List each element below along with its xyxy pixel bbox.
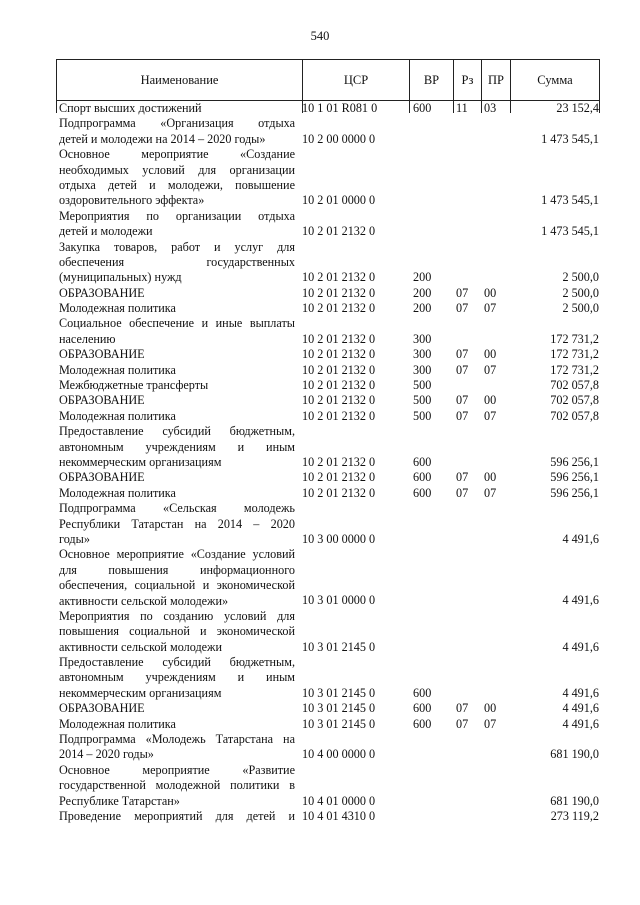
header-sum: Сумма [537, 72, 573, 87]
row-name [56, 347, 297, 362]
row-name-line: Проведение мероприятий для детей и [59, 808, 295, 823]
row-rz: 07 [456, 393, 469, 408]
row-name-line: Молодежная политика [59, 362, 176, 377]
row-csr: 10 2 01 2132 0 [302, 454, 376, 469]
row-name-line: Основное мероприятие «Создание условий [59, 547, 295, 562]
table-row [56, 363, 600, 378]
row-name-line: Спорт высших достижений [59, 101, 202, 115]
row-csr: 10 2 01 2132 0 [302, 347, 376, 362]
row-name-line: Молодежная политика [59, 485, 176, 500]
table-row [56, 378, 600, 393]
table-row [56, 486, 600, 501]
row-sum: 4 491,6 [562, 716, 599, 731]
row-sum: 273 119,2 [550, 808, 599, 823]
row-rz: 07 [456, 485, 469, 500]
row-name-line: (муниципальных) нужд [59, 270, 182, 285]
row-csr: 10 2 01 2132 0 [302, 393, 376, 408]
row-name-line: повышения социальной и экономической [59, 624, 295, 639]
row-name [56, 655, 297, 701]
row-pr: 07 [484, 485, 497, 500]
row-name-line: ОБРАЗОВАНИЕ [59, 470, 145, 485]
row-rz: 07 [456, 408, 469, 423]
row-csr: 10 2 01 2132 0 [302, 378, 376, 393]
row-csr: 10 3 01 2145 0 [302, 701, 376, 716]
row-name-line: ОБРАЗОВАНИЕ [59, 285, 145, 300]
table-row [56, 424, 600, 470]
row-name [56, 286, 297, 301]
row-name [56, 240, 297, 286]
table-row [56, 547, 600, 609]
row-name [56, 316, 297, 347]
row-name-line: оздоровительного эффекта» [59, 193, 205, 208]
row-name [56, 378, 297, 393]
row-name-line: некоммерческим организациям [59, 454, 222, 469]
header-rz: Рз [454, 60, 482, 100]
row-name [56, 609, 297, 655]
row-sum: 23 152,4 [556, 100, 599, 115]
row-name-line: отдыха детей и молодежи, повышение [59, 177, 295, 192]
row-csr: 10 4 01 4310 0 [302, 808, 376, 823]
table-row [56, 393, 600, 408]
row-vr: 300 [413, 362, 432, 377]
row-csr: 10 3 01 2145 0 [302, 716, 376, 731]
page-number: 540 [310, 29, 330, 43]
row-name [56, 470, 297, 485]
row-rz: 07 [456, 716, 469, 731]
row-sum: 702 057,8 [550, 393, 599, 408]
row-vr: 600 [413, 701, 432, 716]
header-name: Наименование [57, 60, 303, 100]
row-vr: 600 [413, 485, 432, 500]
row-sum: 596 256,1 [550, 485, 599, 500]
row-sum: 1 473 545,1 [541, 131, 599, 146]
row-pr: 00 [484, 347, 497, 362]
row-vr: 600 [413, 100, 432, 115]
table-row [56, 409, 600, 424]
row-name [56, 147, 297, 209]
row-sum: 681 190,0 [550, 747, 599, 762]
row-csr: 10 2 01 0000 0 [302, 193, 376, 208]
header-csr: ЦСР [303, 60, 410, 100]
row-vr: 300 [413, 331, 432, 346]
row-csr: 10 3 01 2145 0 [302, 639, 376, 654]
row-name-line: Межбюджетные трансферты [59, 378, 209, 393]
row-rz: 11 [456, 100, 468, 115]
row-sum: 2 500,0 [562, 270, 599, 285]
row-csr: 10 4 01 0000 0 [302, 793, 376, 808]
row-csr: 10 2 01 2132 0 [302, 485, 376, 500]
row-name-line: Основное мероприятие «Создание [59, 147, 295, 162]
row-csr: 10 4 00 0000 0 [302, 747, 376, 762]
row-sum: 172 731,2 [550, 362, 599, 377]
table-body [56, 101, 600, 824]
row-name-line: Мероприятия по созданию условий для [59, 608, 295, 623]
header-vr: ВР [410, 60, 454, 100]
table-row [56, 609, 600, 655]
row-csr: 10 2 00 0000 0 [302, 131, 376, 146]
row-name [56, 101, 297, 116]
row-sum: 4 491,6 [562, 701, 599, 716]
table-row [56, 316, 600, 347]
row-name-line: Закупка товаров, работ и услуг для [59, 239, 295, 254]
row-sum: 2 500,0 [562, 285, 599, 300]
row-vr: 300 [413, 347, 432, 362]
row-name [56, 732, 297, 763]
row-name [56, 301, 297, 316]
row-name [56, 116, 297, 147]
row-sum: 702 057,8 [550, 408, 599, 423]
row-rz: 07 [456, 470, 469, 485]
row-name-line: некоммерческим организациям [59, 685, 222, 700]
row-name-line: населению [59, 331, 116, 346]
row-csr: 10 2 01 2132 0 [302, 408, 376, 423]
row-csr: 10 3 01 0000 0 [302, 593, 376, 608]
table-row [56, 732, 600, 763]
row-vr: 200 [413, 270, 432, 285]
table-row [56, 763, 600, 809]
row-rz: 07 [456, 285, 469, 300]
row-vr: 500 [413, 408, 432, 423]
row-name-line: Молодежная политика [59, 716, 176, 731]
row-pr: 07 [484, 362, 497, 377]
row-name [56, 547, 297, 609]
table-row [56, 347, 600, 362]
table-row [56, 470, 600, 485]
row-name [56, 809, 297, 824]
row-name [56, 363, 297, 378]
row-name [56, 501, 297, 547]
row-csr: 10 2 01 2132 0 [302, 331, 376, 346]
row-vr: 600 [413, 716, 432, 731]
row-name-line: ОБРАЗОВАНИЕ [59, 347, 145, 362]
row-pr: 00 [484, 701, 497, 716]
row-name-line: ОБРАЗОВАНИЕ [59, 393, 145, 408]
row-vr: 500 [413, 393, 432, 408]
row-name-line: детей и молодежи [59, 224, 153, 239]
row-name-line: Предоставление субсидий бюджетным, [59, 655, 295, 670]
row-vr: 600 [413, 470, 432, 485]
row-name-line: ОБРАЗОВАНИЕ [59, 701, 145, 716]
row-pr: 00 [484, 470, 497, 485]
row-rz: 07 [456, 701, 469, 716]
row-name-line: 2014 – 2020 годы» [59, 747, 154, 762]
row-csr: 10 2 01 2132 0 [302, 270, 376, 285]
row-name-line: активности сельской молодежи [59, 639, 223, 654]
row-vr: 600 [413, 454, 432, 469]
table-row [56, 717, 600, 732]
row-sum: 596 256,1 [550, 454, 599, 469]
row-pr: 00 [484, 285, 497, 300]
row-name-line: автономным учреждениям и иным [59, 670, 295, 685]
table-header [56, 59, 600, 101]
row-csr: 10 2 01 2132 0 [302, 285, 376, 300]
row-name-line: детей и молодежи на 2014 – 2020 годы» [59, 131, 266, 146]
row-sum: 4 491,6 [562, 639, 599, 654]
row-name [56, 209, 297, 240]
row-name-line: обеспечения, социальной и экономической [59, 578, 295, 593]
row-pr: 07 [484, 408, 497, 423]
row-name-line: Подпрограмма «Молодежь Татарстана на [59, 732, 295, 747]
header-pr: ПР [482, 60, 511, 100]
row-sum: 2 500,0 [562, 301, 599, 316]
row-name-line: Молодежная политика [59, 301, 176, 316]
row-name [56, 409, 297, 424]
row-sum: 4 491,6 [562, 685, 599, 700]
row-sum: 4 491,6 [562, 531, 599, 546]
row-csr: 10 3 01 2145 0 [302, 685, 376, 700]
table-row [56, 240, 600, 286]
budget-table [56, 59, 600, 824]
row-csr: 10 2 01 2132 0 [302, 301, 376, 316]
row-name [56, 393, 297, 408]
row-sum: 4 491,6 [562, 593, 599, 608]
table-row [56, 501, 600, 547]
row-name-line: необходимых условий для организации [59, 162, 295, 177]
table-row [56, 286, 600, 301]
row-name-line: Основное мероприятие «Развитие [59, 762, 295, 777]
row-vr: 500 [413, 378, 432, 393]
row-name-line: Подпрограмма «Сельская молодежь [59, 501, 295, 516]
row-name-line: Мероприятия по организации отдыха [59, 208, 295, 223]
row-csr: 10 3 00 0000 0 [302, 531, 376, 546]
row-vr: 200 [413, 285, 432, 300]
row-csr: 10 1 01 R081 0 [302, 100, 378, 115]
table-row [56, 655, 600, 701]
row-vr: 200 [413, 301, 432, 316]
row-name-line: Республике Татарстан» [59, 793, 180, 808]
row-rz: 07 [456, 347, 469, 362]
row-name [56, 424, 297, 470]
row-name-line: активности сельской молодежи» [59, 593, 229, 608]
row-sum: 172 731,2 [550, 331, 599, 346]
table-row [56, 701, 600, 716]
row-name-line: Подпрограмма «Организация отдыха [59, 116, 295, 131]
row-pr: 03 [484, 100, 497, 115]
row-name-line: Молодежная политика [59, 408, 176, 423]
row-sum: 681 190,0 [550, 793, 599, 808]
row-csr: 10 2 01 2132 0 [302, 362, 376, 377]
row-name-line: автономным учреждениям и иным [59, 439, 295, 454]
row-pr: 07 [484, 716, 497, 731]
row-sum: 172 731,2 [550, 347, 599, 362]
row-vr: 600 [413, 685, 432, 700]
row-name-line: Предоставление субсидий бюджетным, [59, 424, 295, 439]
table-row [56, 209, 600, 240]
row-pr: 00 [484, 393, 497, 408]
row-csr: 10 2 01 2132 0 [302, 470, 376, 485]
table-row [56, 116, 600, 147]
row-sum: 596 256,1 [550, 470, 599, 485]
row-rz: 07 [456, 362, 469, 377]
row-name-line: Республики Татарстан на 2014 – 2020 [59, 516, 295, 531]
row-pr: 07 [484, 301, 497, 316]
row-sum: 1 473 545,1 [541, 193, 599, 208]
row-sum: 1 473 545,1 [541, 224, 599, 239]
row-name [56, 717, 297, 732]
row-rz: 07 [456, 301, 469, 316]
row-sum: 702 057,8 [550, 378, 599, 393]
row-csr: 10 2 01 2132 0 [302, 224, 376, 239]
row-name [56, 701, 297, 716]
row-name-line: обеспечения государственных [59, 254, 295, 269]
table-row [56, 809, 600, 824]
table-row [56, 147, 600, 209]
row-name [56, 763, 297, 809]
row-name-line: Социальное обеспечение и иные выплаты [59, 316, 295, 331]
row-name [56, 486, 297, 501]
row-name-line: государственной молодежной политики в [59, 778, 295, 793]
table-row [56, 301, 600, 316]
row-name-line: для повышения информационного [59, 562, 295, 577]
table-row [56, 101, 600, 116]
row-name-line: годы» [59, 531, 90, 546]
